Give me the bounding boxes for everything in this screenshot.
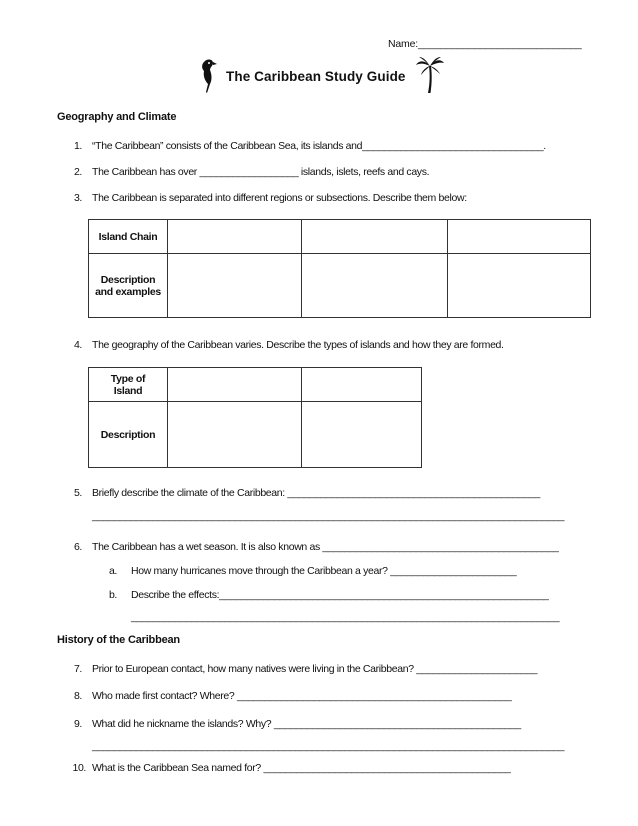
question-5-text[interactable]: Briefly describe the climate of the Caribbean: ______________________________________________ — [92, 487, 540, 499]
question-6b-text[interactable]: Describe the effects:____________________________________________________________ — [131, 589, 549, 601]
table2-cell[interactable] — [168, 368, 302, 402]
answer-line-6b[interactable]: ______________________________________________________________________________ — [131, 611, 560, 623]
section-history: History of the Caribbean — [57, 634, 180, 646]
question-9-text[interactable]: What did he nickname the islands? Why? _____________________________________________ — [92, 718, 521, 730]
palm-tree-icon — [415, 56, 445, 94]
name-blank[interactable]: _____________________________ — [417, 38, 582, 50]
parrot-icon — [198, 58, 220, 94]
name-field[interactable] — [388, 38, 582, 50]
page-title: The Caribbean Study Guide — [226, 69, 406, 84]
table1-row1-label: Island Chain — [89, 220, 168, 254]
table1-cell[interactable] — [302, 220, 448, 254]
question-7-text[interactable]: Prior to European contact, how many natives were living in the Caribbean? ______________________ — [92, 663, 538, 675]
island-types-table — [88, 367, 422, 468]
question-2-text[interactable]: The Caribbean has over __________________ islands, islets, reefs and cays. — [92, 166, 430, 178]
answer-line-5[interactable]: ______________________________________________________________________________________ — [92, 510, 565, 522]
table1-cell[interactable] — [448, 220, 591, 254]
question-3-text: The Caribbean is separated into different regions or subsections. Describe them below: — [92, 192, 467, 204]
table2-cell[interactable] — [302, 368, 422, 402]
question-6-text[interactable]: The Caribbean has a wet season. It is also known as ___________________________________________ — [92, 541, 559, 553]
table1-cell[interactable] — [302, 254, 448, 318]
table2-cell[interactable] — [168, 402, 302, 468]
section-geography: Geography and Climate — [57, 111, 177, 123]
table1-row2-label: Description and examples — [89, 254, 168, 318]
table1-cell[interactable] — [448, 254, 591, 318]
question-1-text[interactable]: “The Caribbean” consists of the Caribbean Sea, its islands and_________________________________. — [92, 140, 546, 152]
question-6a-text[interactable]: How many hurricanes move through the Caribbean a year? _______________________ — [131, 565, 517, 577]
question-10-text[interactable]: What is the Caribbean Sea named for? _____________________________________________ — [92, 762, 511, 774]
table1-cell[interactable] — [168, 254, 302, 318]
table2-row1-label: Type of Island — [89, 368, 168, 402]
title-block — [190, 58, 460, 98]
name-label: Name: — [388, 38, 418, 50]
table2-cell[interactable] — [302, 402, 422, 468]
table2-row2-label: Description — [89, 402, 168, 468]
regions-table — [88, 219, 591, 318]
question-8-text[interactable]: Who made first contact? Where? __________________________________________________ — [92, 690, 512, 702]
answer-line-9[interactable]: ______________________________________________________________________________________ — [92, 740, 565, 752]
table1-cell[interactable] — [168, 220, 302, 254]
question-4-text: The geography of the Caribbean varies. Describe the types of islands and how they are formed. — [92, 339, 504, 351]
